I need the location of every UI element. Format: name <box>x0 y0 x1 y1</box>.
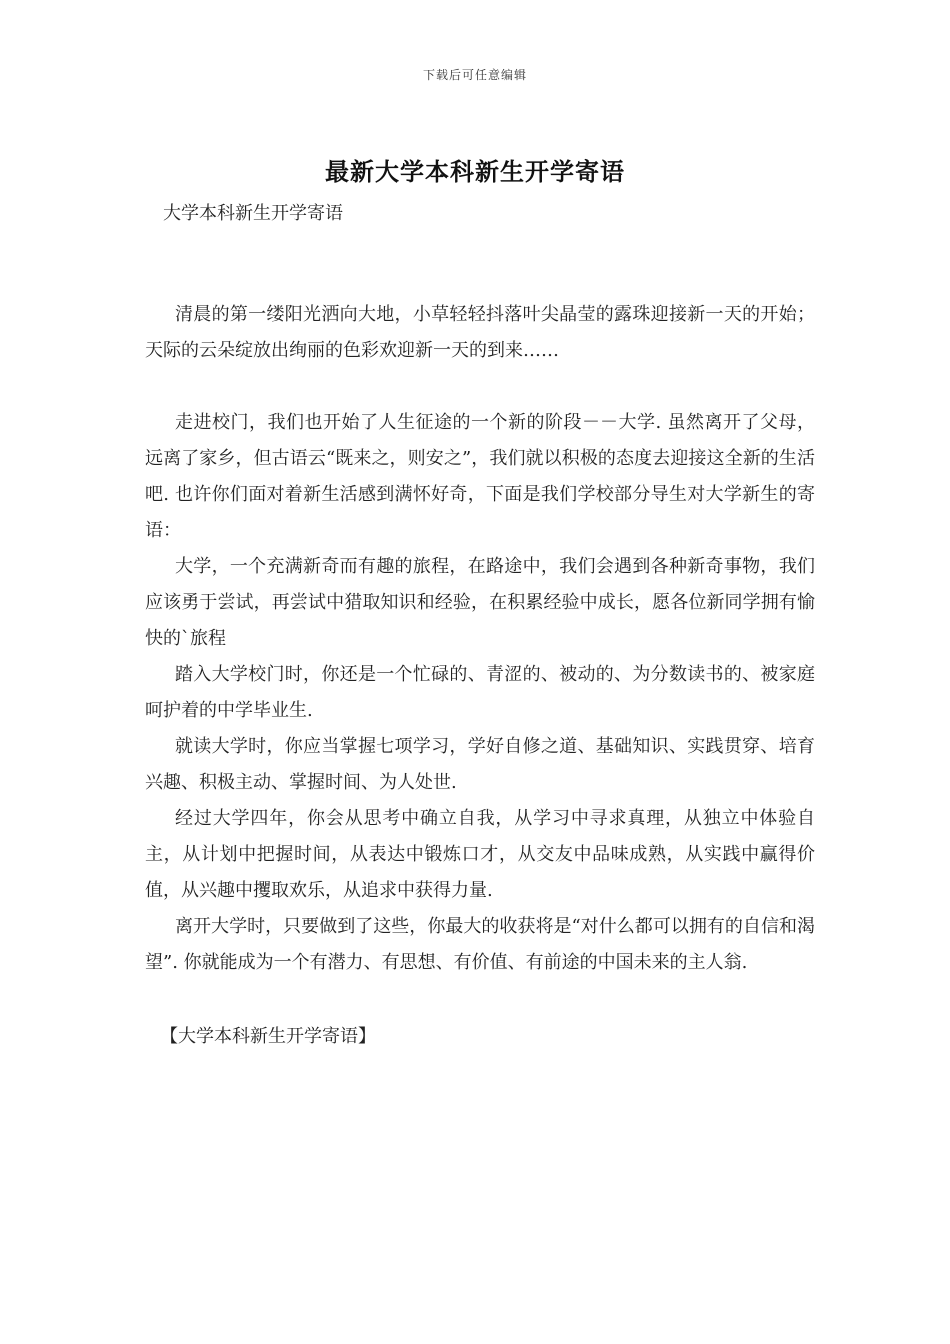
intro-section <box>145 297 815 369</box>
paragraph-1: 走进校门，我们也开始了人生征途的一个新的阶段－－大学. 虽然离开了父母，远离了家乡，但古语云“既来之，则安之”，我们就以积极的态度去迎接这全新的生活吧. 也许你们面对着新生活感到满怀好奇，下面是我们学校部分导生对大学新生的寄语： <box>145 412 815 541</box>
main-section <box>145 405 815 981</box>
paragraph-4: 就读大学时，你应当掌握七项学习，学好自修之道、基础知识、实践贯穿、培育兴趣、积极主动、掌握时间、为人处世. <box>145 736 815 793</box>
closing-line: 【大学本科新生开学寄语】 <box>160 1026 376 1047</box>
subtitle: 大学本科新生开学寄语 <box>163 203 343 224</box>
intro-paragraph: 清晨的第一缕阳光洒向大地，小草轻轻抖落叶尖晶莹的露珠迎接新一天的开始；天际的云朵绽放出绚丽的色彩欢迎新一天的到来…… <box>145 304 815 361</box>
page-title: 最新大学本科新生开学寄语 <box>325 157 625 186</box>
paragraph-3: 踏入大学校门时，你还是一个忙碌的、青涩的、被动的、为分数读书的、被家庭呵护着的中学毕业生. <box>145 664 815 721</box>
paragraph-2: 大学，一个充满新奇而有趣的旅程，在路途中，我们会遇到各种新奇事物，我们应该勇于尝试，再尝试中猎取知识和经验，在积累经验中成长，愿各位新同学拥有愉快的`旅程 <box>145 556 815 649</box>
paragraph-6: 离开大学时，只要做到了这些，你最大的收获将是“对什么都可以拥有的自信和渴望”. 你就能成为一个有潜力、有思想、有价值、有前途的中国未来的主人翁. <box>145 916 815 973</box>
header-note: 下载后可任意编辑 <box>422 68 527 82</box>
paragraph-5: 经过大学四年，你会从思考中确立自我，从学习中寻求真理，从独立中体验自主，从计划中把握时间，从表达中锻炼口才，从交友中品味成熟，从实践中赢得价值，从兴趣中攫取欢乐，从追求中获得力量. <box>145 808 815 901</box>
